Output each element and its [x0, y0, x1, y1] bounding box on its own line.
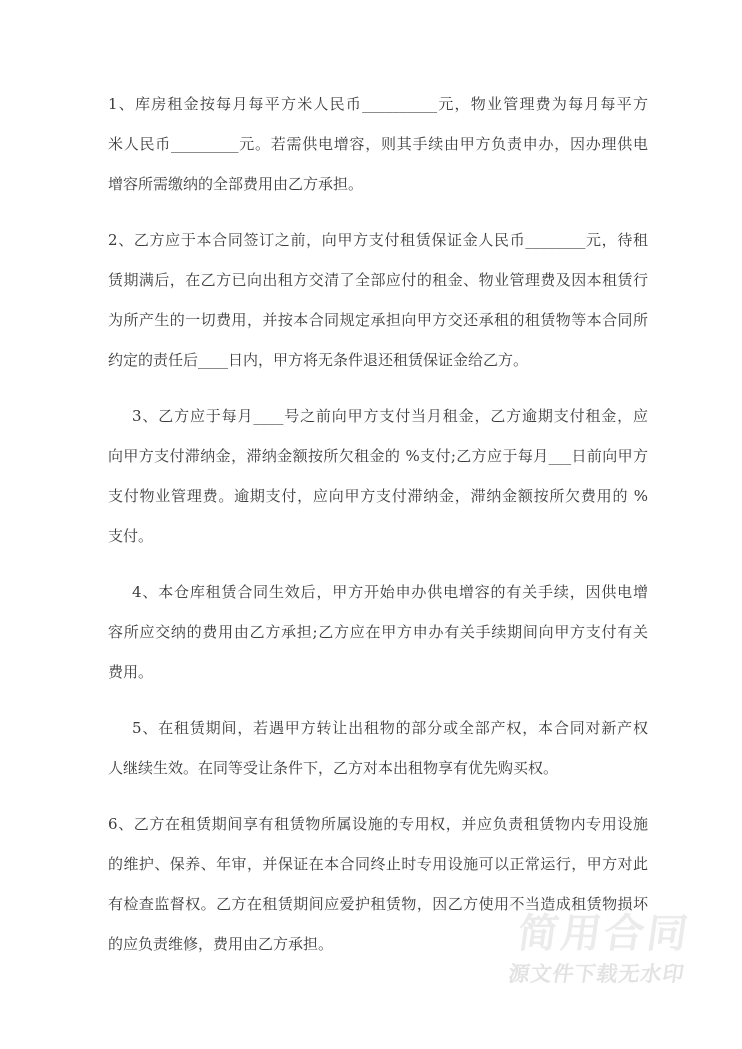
contract-paragraph-4	[108, 572, 648, 692]
paragraph-6-line: 6、乙方在租赁期间享有租赁物所属设施的专用权，并应负责租赁物内专用设施	[108, 815, 648, 833]
paragraph-1-line: 增容所需缴纳的全部费用由乙方承担。	[108, 175, 364, 193]
paragraph-3-line: 支付。	[108, 527, 154, 545]
paragraph-3-line: 向甲方支付滞纳金，滞纳金额按所欠租金的 %支付;乙方应于每月___日前向甲方	[108, 447, 648, 465]
paragraph-3-line: 3、乙方应于每月____号之前向甲方支付当月租金，乙方逾期支付租金，应	[132, 407, 648, 425]
contract-body	[108, 84, 648, 980]
watermark-tagline-text: 源文件下载无水印	[506, 962, 687, 986]
paragraph-6-line: 的维护、保养、年审，并保证在本合同终止时专用设施可以正常运行，甲方对此	[108, 855, 648, 873]
paragraph-3-line: 支付物业管理费。逾期支付，应向甲方支付滞纳金，滞纳金额按所欠费用的 %	[108, 487, 648, 505]
contract-paragraph-1	[108, 84, 648, 204]
paragraph-6-line: 的应负责维修，费用由乙方承担。	[108, 935, 334, 953]
paragraph-2-line: 赁期满后，在乙方已向出租方交清了全部应付的租金、物业管理费及因本租赁行	[108, 271, 648, 289]
contract-paragraph-5	[108, 708, 648, 788]
paragraph-4-line: 费用。	[108, 663, 154, 681]
paragraph-2-line: 2、乙方应于本合同签订之前，向甲方支付租赁保证金人民币________元，待租	[108, 231, 648, 249]
contract-paragraph-3	[108, 396, 648, 556]
paragraph-4-line: 容所应交纳的费用由乙方承担;乙方应在甲方申办有关手续期间向甲方支付有关	[108, 623, 648, 641]
contract-paragraph-6	[108, 804, 648, 964]
paragraph-2-line: 约定的责任后____日内，甲方将无条件退还租赁保证金给乙方。	[108, 351, 529, 369]
paragraph-1-line: 米人民币_________元。若需供电增容，则其手续由甲方负责申办，因办理供电	[108, 135, 648, 153]
contract-paragraph-2	[108, 220, 648, 380]
paragraph-5-line: 5、在租赁期间，若遇甲方转让出租物的部分或全部产权，本合同对新产权	[132, 719, 648, 737]
paragraph-5-line: 人继续生效。在同等受让条件下，乙方对本出租物享有优先购买权。	[108, 759, 559, 777]
paragraph-1-line: 1、库房租金按每月每平方米人民币__________元，物业管理费为每月每平方	[108, 95, 648, 113]
paragraph-2-line: 为所产生的一切费用，并按本合同规定承担向甲方交还承租的租赁物等本合同所	[108, 311, 648, 329]
paragraph-6-line: 有检查监督权。乙方在租赁期间应爱护租赁物，因乙方使用不当造成租赁物损坏	[108, 895, 648, 913]
watermark-brand-text: 简用合同	[515, 911, 694, 957]
paragraph-4-line: 4、本仓库租赁合同生效后，甲方开始申办供电增容的有关手续，因供电增	[132, 583, 648, 601]
